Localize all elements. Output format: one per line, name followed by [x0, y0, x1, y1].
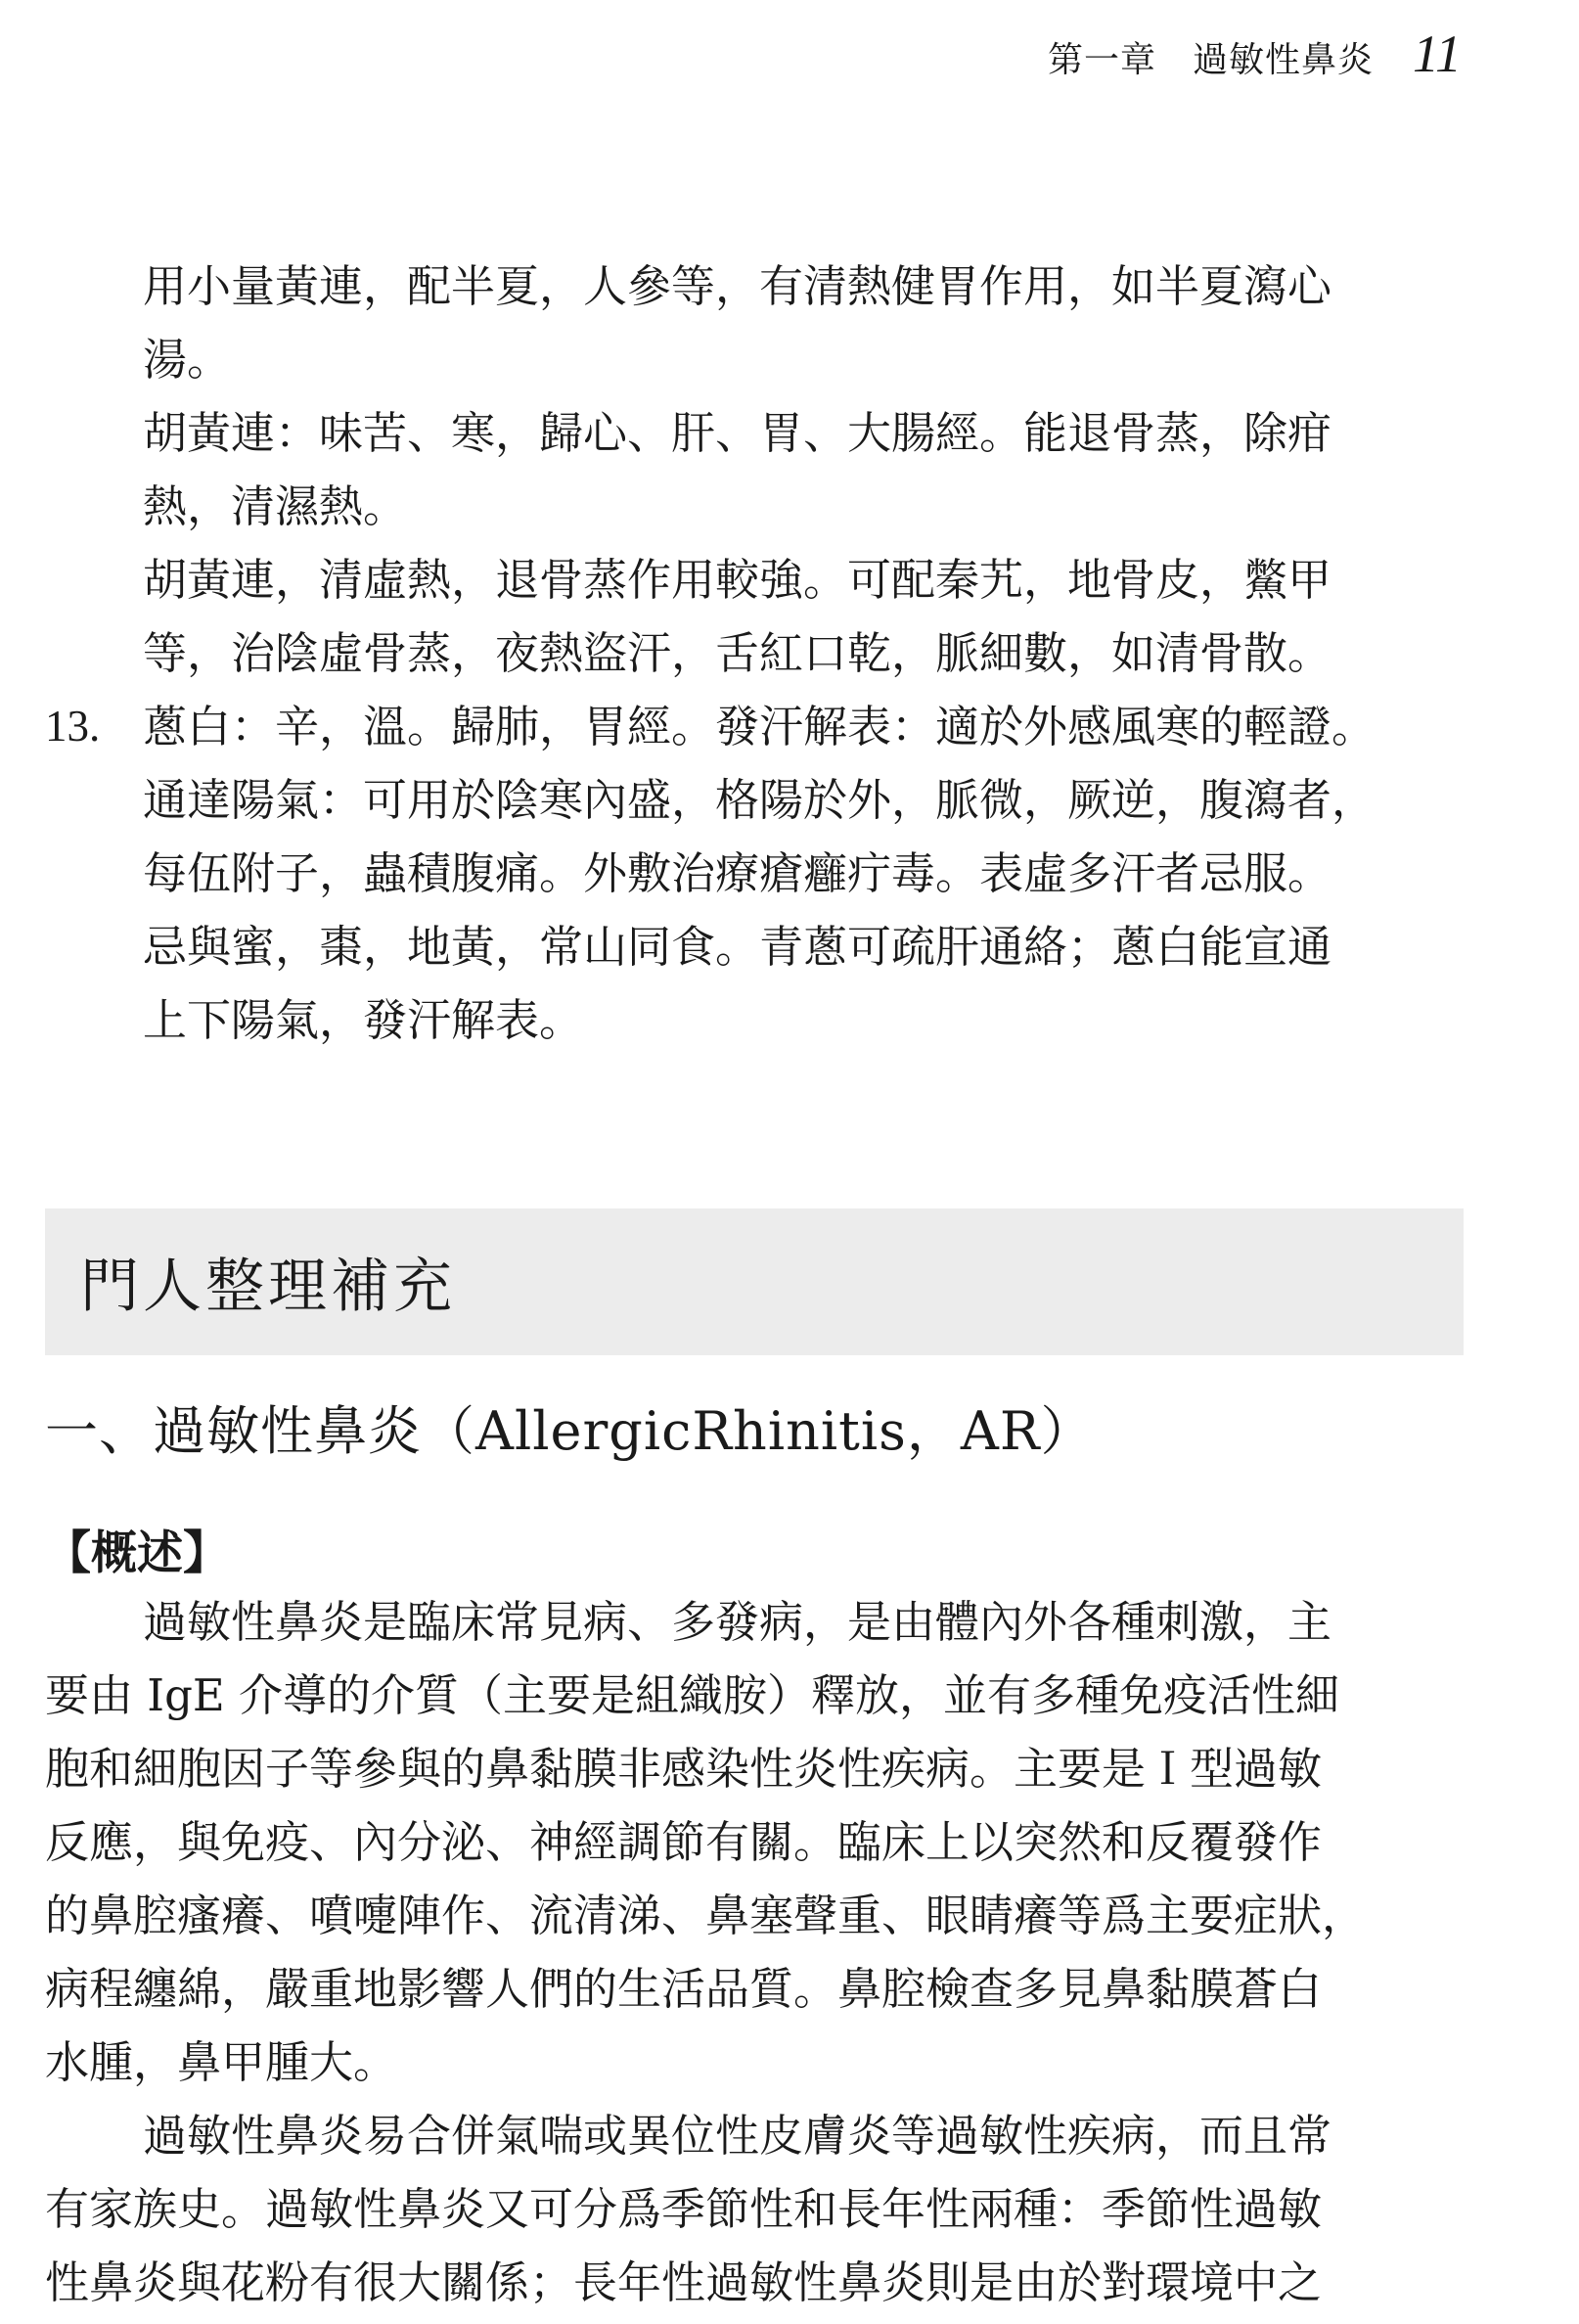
- chapter-title: 第一章 過敏性鼻炎: [1047, 40, 1374, 80]
- text-line: 忌與蜜，棗，地黃，常山同食。青蔥可疏肝通絡；蔥白能宣通: [143, 921, 1332, 973]
- text-line: 反應，與免疫、內分泌、神經調節有關。臨床上以突然和反覆發作: [45, 1816, 1323, 1868]
- text-line: 上下陽氣，發汗解表。: [143, 994, 584, 1046]
- text-line: 的鼻腔瘙癢、噴嚏陣作、流清涕、鼻塞聲重、眼睛癢等爲主要症狀，: [45, 1890, 1367, 1941]
- text-line: 病程纏綿，嚴重地影響人們的生活品質。鼻腔檢查多見鼻黏膜蒼白: [45, 1963, 1323, 2015]
- page-number: 11: [1413, 24, 1462, 83]
- item-number: 13.: [45, 702, 101, 751]
- numbered-item-13: [45, 690, 1464, 1057]
- text-line: 水腫，鼻甲腫大。: [45, 2036, 398, 2088]
- text-line: 性鼻炎與花粉有很大關係；長年性過敏性鼻炎則是由於對環境中之: [45, 2256, 1323, 2308]
- text-line: 每伍附子，蟲積腹痛。外敷治療瘡癰疔毒。表虛多汗者忌服。: [143, 847, 1332, 899]
- section-banner-title: 門人整理補充: [80, 1253, 456, 1321]
- text-line: 過敏性鼻炎易合併氣喘或異位性皮膚炎等過敏性疾病，而且常: [143, 2110, 1332, 2162]
- text-line: 要由 IgE 介導的介質（主要是組織胺）釋放，並有多種免疫活性細: [45, 1669, 1340, 1721]
- text-line: 用小量黃連，配半夏，人參等，有清熱健胃作用，如半夏瀉心: [143, 260, 1332, 312]
- section-banner: [45, 1208, 1464, 1355]
- text-line: 等，治陰虛骨蒸，夜熱盜汗，舌紅口乾，脈細數，如清骨散。: [143, 627, 1332, 679]
- top-text-block: [45, 250, 1464, 1057]
- overview-paragraph: [45, 1585, 1464, 2319]
- text-line: 通達陽氣：可用於陰寒內盛，格陽於外，脈微，厥逆，腹瀉者，: [143, 774, 1376, 826]
- text-line: 蔥白：辛，溫。歸肺，胃經。發汗解表：適於外感風寒的輕證。: [143, 701, 1376, 752]
- text-line: 胞和細胞因子等參與的鼻黏膜非感染性炎性疾病。主要是Ｉ型過敏: [45, 1743, 1323, 1795]
- text-line: 胡黃連，清虛熱，退骨蒸作用較強。可配秦艽，地骨皮，鱉甲: [143, 554, 1332, 606]
- text-line: 湯。: [143, 334, 232, 386]
- running-header: [1048, 23, 1462, 84]
- text-line: 熱，清濕熱。: [143, 480, 408, 532]
- subsection-heading: 【概述】: [45, 1527, 229, 1580]
- text-line: 有家族史。過敏性鼻炎又可分爲季節性和長年性兩種：季節性過敏: [45, 2183, 1323, 2235]
- section-heading: 一、過敏性鼻炎（AllergicRhinitis，AR）: [45, 1400, 1095, 1462]
- text-line: 胡黃連：味苦、寒，歸心、肝、胃、大腸經。能退骨蒸，除疳: [143, 407, 1332, 459]
- text-line: 過敏性鼻炎是臨床常見病、多發病，是由體內外各種刺激，主: [143, 1596, 1332, 1648]
